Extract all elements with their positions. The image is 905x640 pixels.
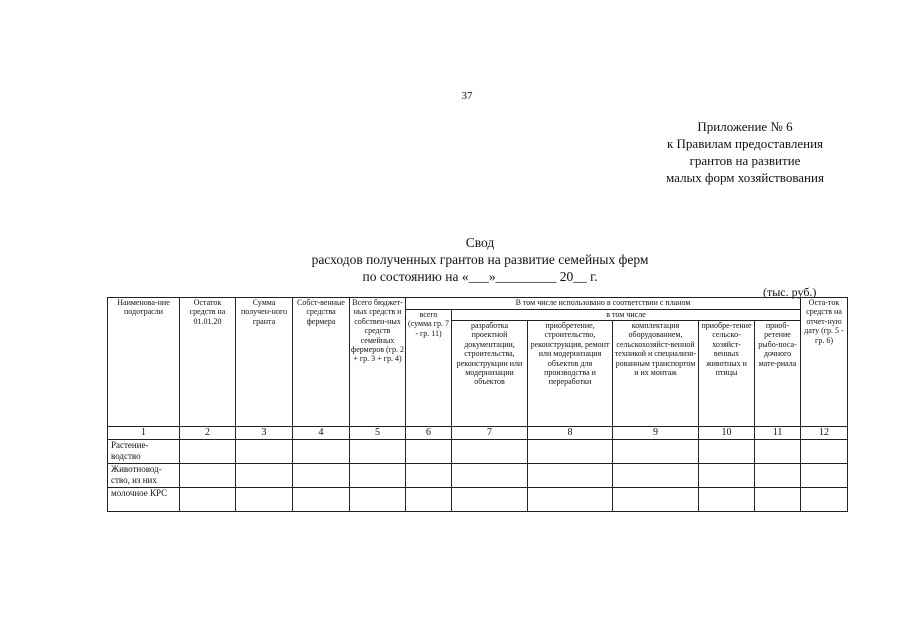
header-total-funds: Всего бюджет-ных средств и собствен-ных средств семейных фермеров (гр. 2 + гр. 3 + гр. 4) xyxy=(350,298,406,427)
header-subsector: Наименова-ние подотрасли xyxy=(108,298,180,427)
column-number: 7 xyxy=(452,427,528,440)
page-number: 37 xyxy=(461,90,473,102)
header-grant-amount: Сумма получен-ного гранта xyxy=(236,298,293,427)
row-label: Животновод-ство, из них xyxy=(108,464,180,488)
header-used-total: всего (сумма гр. 7 - гр. 11) xyxy=(406,310,452,427)
column-number: 1 xyxy=(108,427,180,440)
table-row xyxy=(108,488,848,512)
annex-line: к Правилам предоставления xyxy=(666,136,824,151)
table-row xyxy=(108,440,848,464)
annex-line: Приложение № 6 xyxy=(697,119,793,134)
column-number: 9 xyxy=(613,427,699,440)
header-balance-start: Остаток средств на 01.01.20 xyxy=(180,298,236,427)
column-number-row xyxy=(108,427,848,440)
header-used-group: В том числе использовано в соответствии с планом xyxy=(406,298,801,310)
units-label: (тыс. руб.) xyxy=(763,285,817,299)
title-line: Свод xyxy=(465,235,495,250)
column-number: 3 xyxy=(236,427,293,440)
document-title xyxy=(0,234,905,285)
column-number: 5 xyxy=(350,427,406,440)
header-own-funds: Собст-венные средства фермера xyxy=(293,298,350,427)
annex-line: грантов на развитие xyxy=(689,153,801,168)
column-number: 4 xyxy=(293,427,350,440)
header-design-docs: разработка проектной документации, строительства, реконструкции или модернизации объектов xyxy=(452,321,528,427)
header-animals: приобре-тение сельско-хозяйст-венных животных и птицы xyxy=(699,321,755,427)
column-number: 12 xyxy=(801,427,848,440)
header-equipment: комплектация оборудованием, сельскохозяйст-венной техникой и специализи-рованным транспортом и их монтаж xyxy=(613,321,699,427)
row-label: молочное КРС xyxy=(108,488,180,512)
row-label: Растение-водство xyxy=(108,440,180,464)
column-number: 10 xyxy=(699,427,755,440)
header-including: в том числе xyxy=(452,310,801,321)
table-row xyxy=(108,464,848,488)
header-construction: приобретение, строительство, реконструкция, ремонт или модернизация объектов для производства и переработки xyxy=(528,321,613,427)
title-line: по состоянию на «___»_________ 20__ г. xyxy=(362,269,598,284)
summary-table xyxy=(107,297,848,512)
column-number: 2 xyxy=(180,427,236,440)
header-fish-stock: приоб-ретение рыбо-поса-дочного мате-риала xyxy=(755,321,801,427)
annex-line: малых форм хозяйствования xyxy=(666,170,824,185)
column-number: 11 xyxy=(755,427,801,440)
title-line: расходов полученных грантов на развитие семейных ферм xyxy=(311,252,649,267)
column-number: 6 xyxy=(406,427,452,440)
column-number: 8 xyxy=(528,427,613,440)
annex-header xyxy=(600,118,890,186)
header-balance-end: Оста-ток средств на отчет-ную дату (гр. 5 - гр. 6) xyxy=(801,298,848,427)
